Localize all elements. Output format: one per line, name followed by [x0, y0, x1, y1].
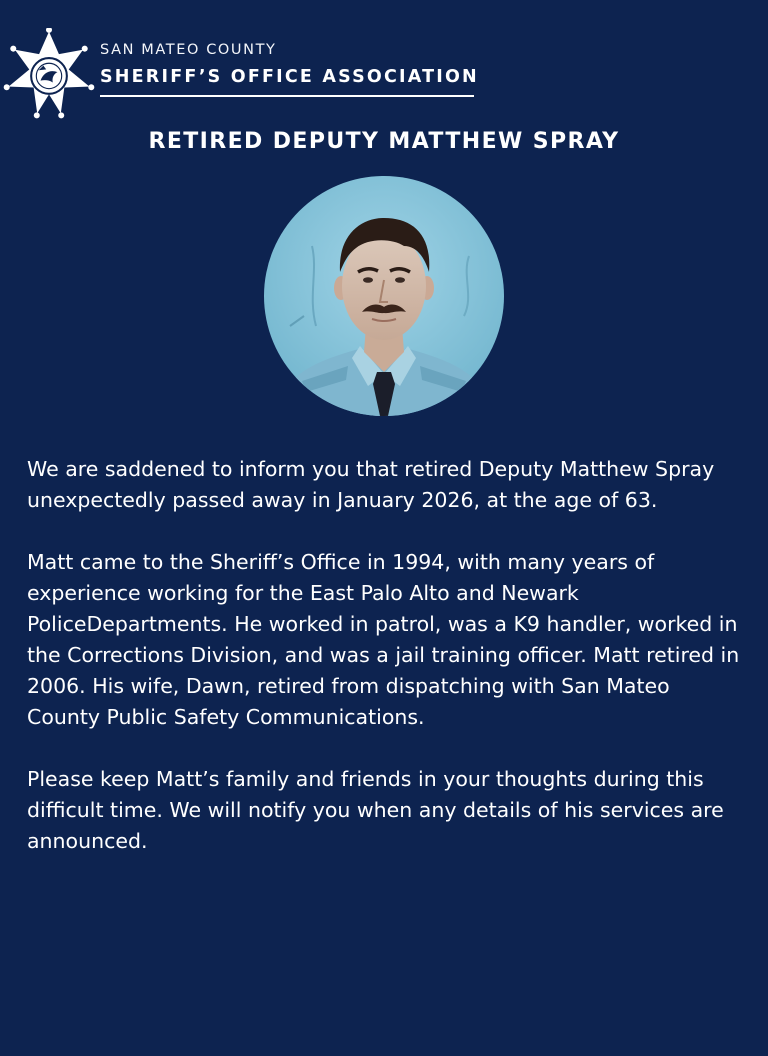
header-divider: [100, 95, 474, 97]
memorial-body: [27, 454, 743, 888]
deputy-portrait-photo: [264, 176, 504, 416]
organization-county: SAN MATEO COUNTY: [100, 42, 277, 58]
career-paragraph: Matt came to the Sheriff’s Office in 1994, with many years of experience working for the East Palo Alto and Newark PoliceDepartments. He worked in patrol, was a K9 handler, worked in the Corrections Division, and was a jail training officer. Matt retired in 2006. His wife, Dawn, retired from dispatching with San Mateo County Public Safety Communications.: [27, 550, 740, 729]
announcement-paragraph: We are saddened to inform you that retired Deputy Matthew Spray unexpectedly passed away in January 2026, at the age of 63.: [27, 457, 715, 512]
organization-header: [100, 40, 479, 97]
closing-paragraph: Please keep Matt’s family and friends in your thoughts during this difficult time. We will notify you when any details of his services are announced.: [27, 767, 724, 853]
sheriff-badge-icon: [2, 28, 96, 122]
organization-name: SHERIFF’S OFFICE ASSOCIATION: [100, 67, 479, 87]
page-title: RETIRED DEPUTY MATTHEW SPRAY: [148, 129, 620, 154]
